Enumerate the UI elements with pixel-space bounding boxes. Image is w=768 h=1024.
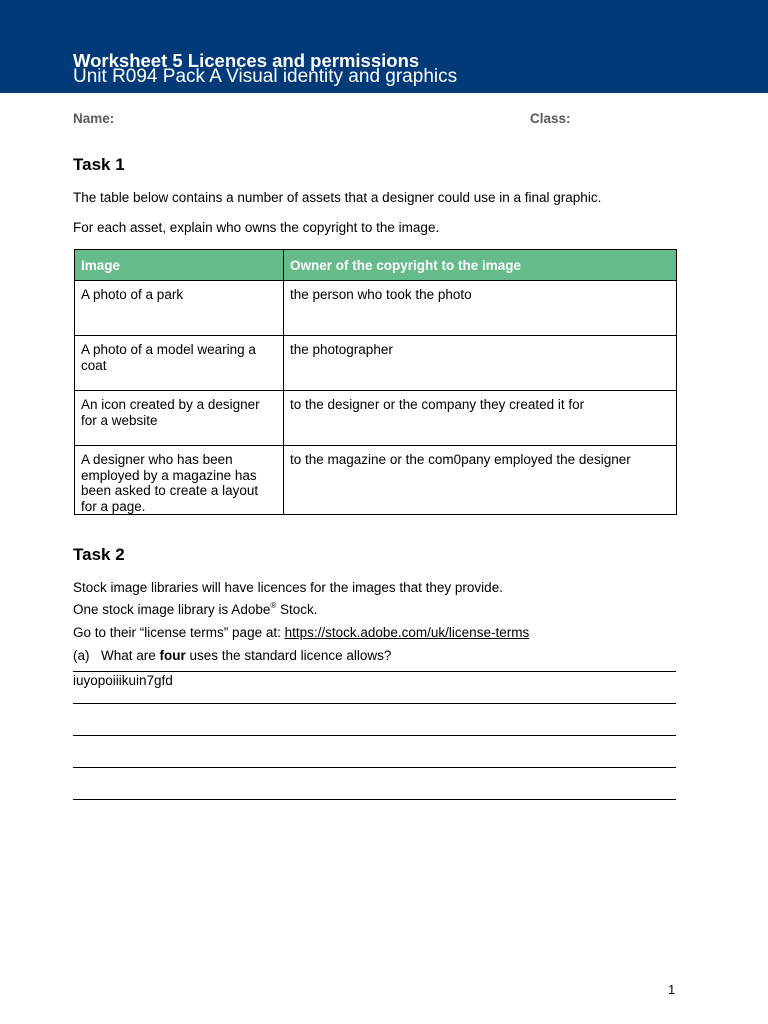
asset-cell: A photo of a model wearing a coat — [75, 336, 284, 391]
asset-cell: A designer who has been employed by a magazine has been asked to create a layout for a page. — [75, 446, 284, 515]
answer-line — [73, 735, 676, 736]
answer-line — [73, 671, 676, 672]
task2-heading: Task 2 — [73, 545, 125, 564]
page-number: 1 — [668, 982, 676, 997]
registered-mark: ® — [270, 601, 277, 610]
question-number: (a) — [73, 648, 90, 663]
owner-cell[interactable]: to the designer or the company they created it for — [284, 391, 677, 446]
table-row — [75, 446, 677, 515]
table-header-row — [75, 250, 677, 281]
answer-text[interactable]: iuyopoiiikuin7gfd — [73, 673, 173, 688]
task2-line-link — [73, 625, 529, 641]
question-prefix: What are — [101, 648, 160, 663]
question-emphasis: four — [159, 648, 186, 663]
answer-line — [73, 703, 676, 704]
task2-line-licences: Stock image libraries will have licences for the images that they provide. — [73, 580, 503, 595]
worksheet-title: Worksheet 5 Licences and permissions — [73, 50, 420, 71]
asset-cell: A photo of a park — [75, 281, 284, 336]
table-row — [75, 336, 677, 391]
task2-line-adobe — [73, 602, 318, 618]
owner-cell[interactable]: the photographer — [284, 336, 677, 391]
task1-heading: Task 1 — [73, 155, 125, 174]
class-label: Class: — [530, 111, 571, 126]
adobe-suffix: Stock. — [276, 602, 318, 617]
asset-cell: An icon created by a designer for a website — [75, 391, 284, 446]
answer-line — [73, 767, 676, 768]
answer-line — [73, 799, 676, 800]
adobe-prefix: One stock image library is Adobe — [73, 602, 271, 617]
license-terms-link[interactable]: https://stock.adobe.com/uk/license-terms — [284, 625, 530, 640]
table-row — [75, 281, 677, 336]
column-header-image: Image — [75, 250, 284, 281]
question-suffix: uses the standard licence allows? — [185, 648, 392, 663]
unit-subtitle: Unit R094 Pack A Visual identity and graphics — [73, 66, 458, 87]
table-row — [75, 391, 677, 446]
question-a — [73, 648, 391, 664]
column-header-owner: Owner of the copyright to the image — [284, 250, 677, 281]
owner-cell[interactable]: the person who took the photo — [284, 281, 677, 336]
link-prefix: Go to their “license terms” page at: — [73, 625, 285, 640]
owner-cell[interactable]: to the magazine or the com0pany employed the designer — [284, 446, 677, 515]
name-label: Name: — [73, 111, 115, 126]
task1-intro: The table below contains a number of assets that a designer could use in a final graphic. — [73, 190, 602, 205]
header-banner — [0, 0, 768, 93]
task1-instruction: For each asset, explain who owns the copyright to the image. — [73, 220, 440, 235]
copyright-table — [74, 249, 677, 515]
